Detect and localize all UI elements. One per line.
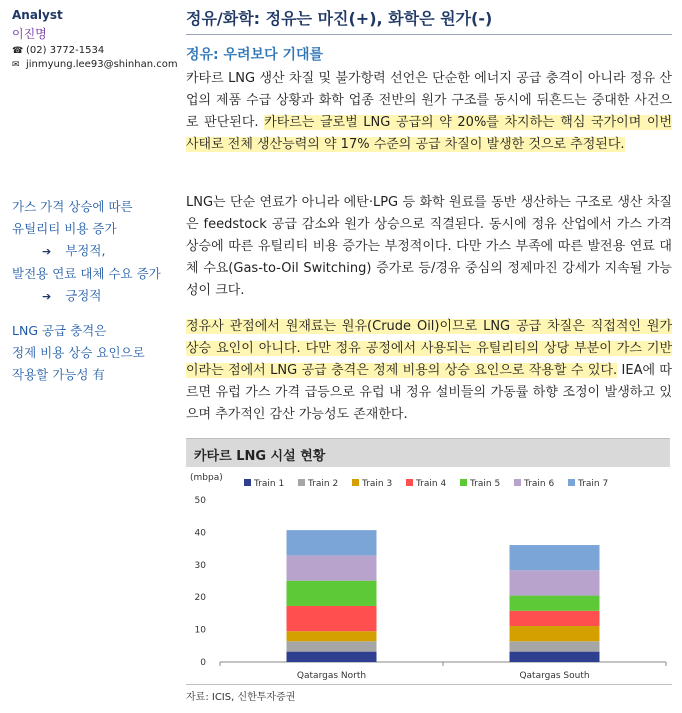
side-note-gas-price <box>12 196 161 308</box>
divider <box>186 684 672 685</box>
bar-segment <box>510 611 600 626</box>
legend-label: Train 1 <box>254 479 285 489</box>
phone-icon: ☎ <box>12 45 24 56</box>
email-address[interactable]: jinmyung.lee93@shinhan.com <box>26 59 178 70</box>
side-note-line: LNG 공급 충격은 <box>12 323 107 338</box>
legend-swatch <box>514 479 521 486</box>
y-tick-label: 0 <box>200 658 206 668</box>
side-note-line: 긍정적 <box>65 288 102 303</box>
bar-segment <box>510 596 600 611</box>
stacked-bar-chart <box>186 438 672 684</box>
bar-segment <box>510 570 600 595</box>
legend-label: Train 3 <box>362 479 393 489</box>
side-note-line: 발전용 연료 대체 수요 증가 <box>12 266 161 281</box>
bar-segment <box>510 652 600 662</box>
phone-number: (02) 3772-1534 <box>26 45 105 56</box>
right-arrow-icon: ➔ <box>42 245 52 258</box>
y-tick-label: 50 <box>194 496 206 506</box>
legend-label: Train 6 <box>524 479 555 489</box>
page-title: 정유/화학: 정유는 마진(+), 화학은 원가(-) <box>186 9 493 28</box>
paragraph-text: 카타르 LNG 생산 차질 및 불가항력 선언은 단순한 에너지 공급 충격이 아니라 정유 산업의 제품 수급 상황과 화학 업종 전반의 원가 구조를 동시에 뒤흔드는 중대한 사건으로 판단된다. <box>186 71 672 130</box>
legend-label: Train 2 <box>308 479 339 489</box>
bar-segment <box>287 530 377 555</box>
analyst-phone <box>12 45 182 56</box>
legend-swatch <box>406 479 413 486</box>
mail-icon: ✉ <box>12 59 20 70</box>
side-note-line: 정제 비용 상승 요인으로 <box>12 345 145 360</box>
section-title: 정유: 우려보다 기대를 <box>186 47 324 63</box>
highlighted-text: 정유사 관점에서 원재료는 원유(Crude Oil)이므로 LNG 공급 차질은 직접적인 원가 상승 요인이 아니다. 다만 정유 공정에서 사용되는 유틸리티의 상당 부분이 가스 기반이라는 점에서 LNG 공급 충격은 정제 비용의 상승 요인으로 작용할 수 있다. <box>186 319 672 378</box>
analyst-email[interactable] <box>12 59 182 70</box>
bar-segment <box>510 545 600 570</box>
side-note-line: 부정적, <box>65 243 106 258</box>
chart-title: 카타르 LNG 시설 현황 <box>194 449 326 464</box>
legend-label: Train 5 <box>470 479 501 489</box>
bar-segment <box>287 641 377 651</box>
analyst-info <box>12 6 182 70</box>
side-note-line: 작용할 가능성 有 <box>12 367 105 382</box>
x-tick-label: Qatargas North <box>296 671 367 681</box>
y-tick-label: 30 <box>194 560 206 571</box>
right-arrow-icon: ➔ <box>42 290 52 303</box>
bar-segment <box>287 606 377 631</box>
legend-label: Train 4 <box>416 479 447 489</box>
y-axis-label: (mbpa) <box>190 473 223 483</box>
chart-source: 자료: ICIS, 신한투자증권 <box>186 692 296 703</box>
side-note-line: 유틸리티 비용 증가 <box>12 221 117 236</box>
legend-swatch <box>568 479 575 486</box>
side-note-line: 가스 가격 상승에 따른 <box>12 199 133 214</box>
paragraph-text: IEA에 따르면 유럽 가스 가격 급등으로 유럽 내 정유 설비들의 가동률 하향 조정이 발생하고 있으며 추가적인 감산 가능성도 존재한다. <box>186 363 672 422</box>
bar-segment <box>287 581 377 606</box>
bar-segment <box>287 555 377 580</box>
chart-container <box>186 438 672 688</box>
side-note-lng-shock <box>12 320 145 386</box>
legend-swatch <box>460 479 467 486</box>
bar-segment <box>510 641 600 651</box>
legend-label: Train 7 <box>578 479 609 489</box>
bar-segment <box>287 631 377 641</box>
legend-swatch <box>244 479 251 486</box>
bar-segment <box>510 626 600 641</box>
legend-swatch <box>298 479 305 486</box>
x-tick-label: Qatargas South <box>519 671 590 681</box>
page-header <box>186 0 672 35</box>
y-tick-label: 40 <box>194 528 206 539</box>
bar-segment <box>287 652 377 662</box>
analyst-label: Analyst <box>12 8 63 22</box>
y-tick-label: 10 <box>194 625 206 636</box>
highlighted-text: 카타르는 글로벌 LNG 공급의 약 20%를 차지하는 핵심 국가이며 이번 사태로 전체 생산능력의 약 17% 수준의 공급 차질이 발생한 것으로 추정된다. <box>186 115 672 152</box>
paragraph-3 <box>186 316 672 426</box>
paragraph-2 <box>186 192 672 302</box>
y-tick-label: 20 <box>194 593 206 604</box>
analyst-name: 이진명 <box>12 27 47 41</box>
legend-swatch <box>352 479 359 486</box>
paragraph-1 <box>186 68 672 156</box>
paragraph-text: LNG는 단순 연료가 아니라 에탄·LPG 등 화학 원료를 동반 생산하는 구조로 생산 차질은 feedstock 공급 감소와 원가 상승으로 직결된다. 동시에 정유 산업에서 가스 가격 상승에 따른 유틸리티 비용 증가는 부정적이다. 다만 가스 부족에 따른 발전용 연료 대체 수요(Gas-to-Oil Switching) 증가로 등/경유 중심의 정제마진 강세가 지속될 가능성이 크다. <box>186 195 672 298</box>
